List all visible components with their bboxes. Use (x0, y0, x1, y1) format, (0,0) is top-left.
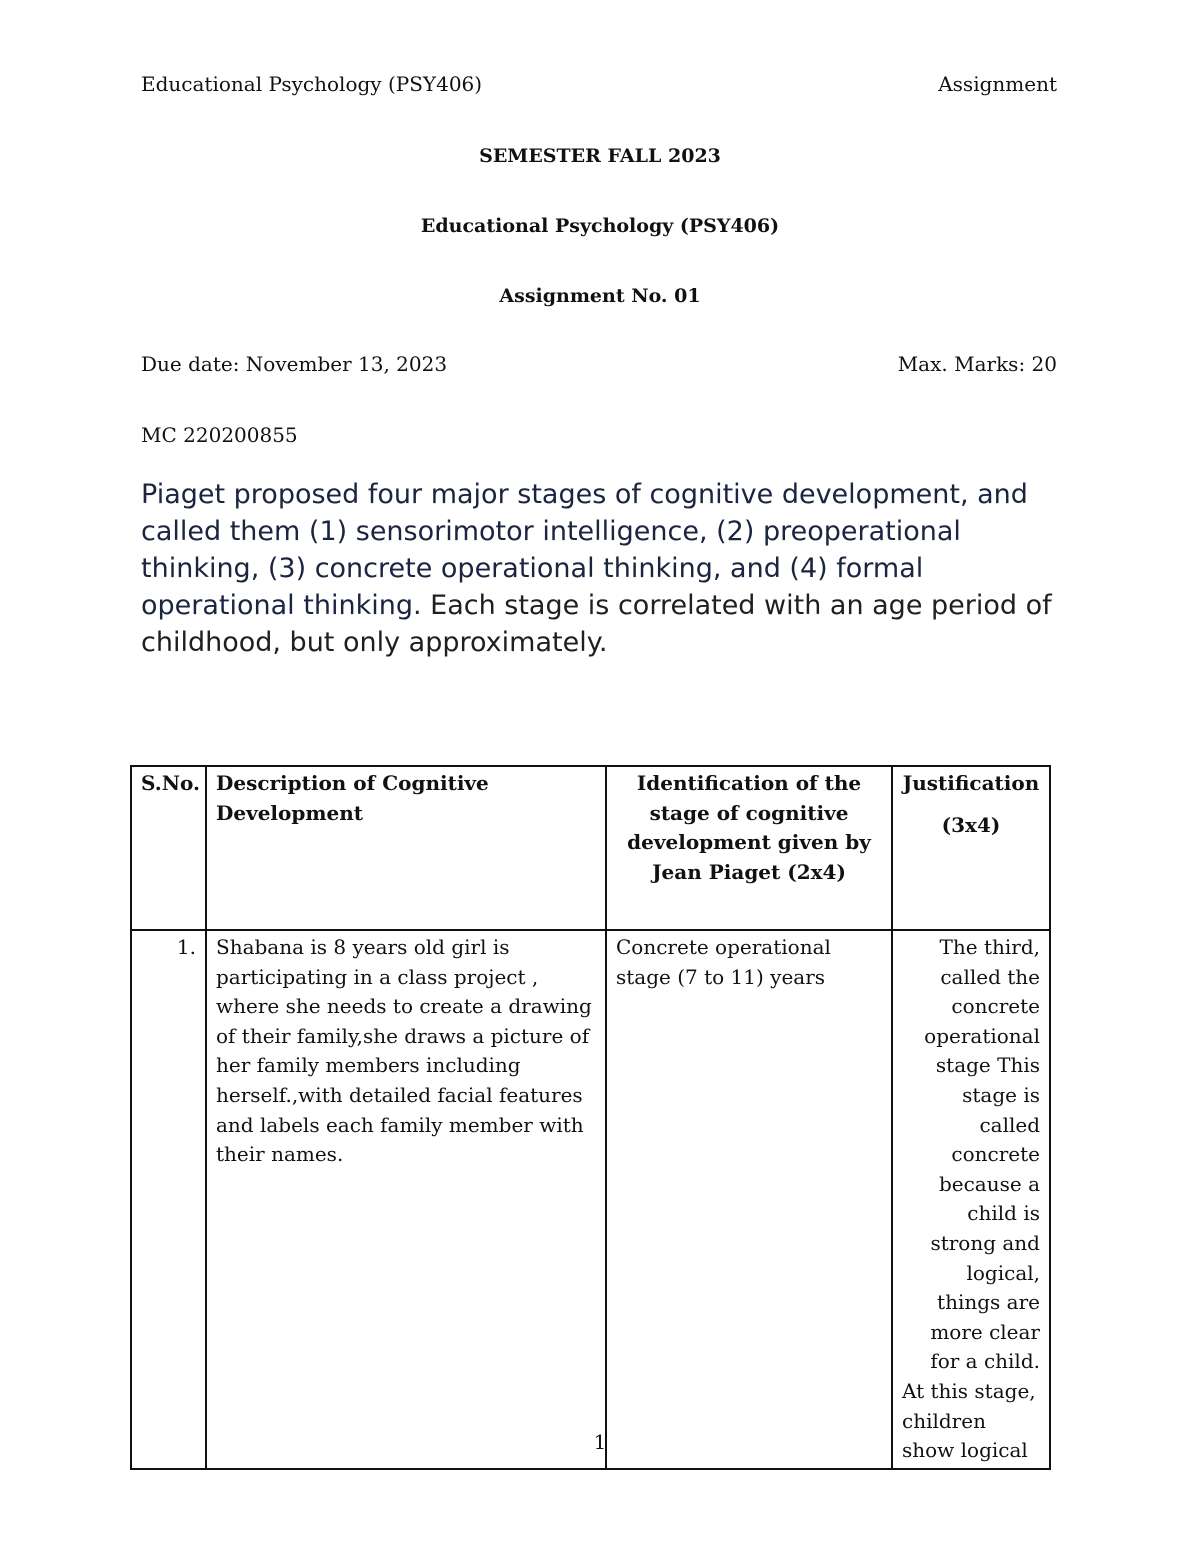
row-description: Shabana is 8 years old girl is participating in a class project , where she needs to create a drawing of their family,she draws a picture of her family members including herself.,with detailed facial features and labels each family member with their names. (206, 930, 606, 1469)
table-row (131, 930, 1050, 1469)
intro-statement-text: Each stage is correlated with an age period of childhood, but only approximately. (141, 590, 1052, 658)
row-justification-main: The third, called the concrete operational stage This stage is called concrete because a child is strong and logical, things are more clear for a child. (924, 935, 1040, 1374)
header-identification: Identification of the stage of cognitive development given by Jean Piaget (2x4) (606, 766, 892, 930)
header-sno: S.No. (131, 766, 206, 930)
intro-question-text: Piaget proposed four major stages of cognitive development, and called them (1) sensorimotor intelligence, (2) preoperational thinking, (3) concrete operational thinking, and (4) formal operational thinking. (141, 479, 1028, 621)
table-header-row (131, 766, 1050, 930)
intro-paragraph (141, 476, 1071, 661)
row-sno: 1. (131, 930, 206, 1469)
max-marks: Max. Marks: 20 (897, 352, 1057, 376)
student-mc-id: MC 220200855 (141, 423, 298, 447)
header-justification-marks: (3x4) (941, 812, 1001, 837)
row-justification-continued: At this stage, children show logical (902, 1378, 1036, 1463)
row-identification: Concrete operational stage (7 to 11) years (606, 930, 892, 1469)
row-justification (892, 930, 1050, 1469)
header-description: Description of Cognitive Development (206, 766, 606, 930)
due-date: Due date: November 13, 2023 (141, 352, 448, 376)
header-justification (892, 766, 1050, 930)
header-course-title: Educational Psychology (PSY406) (141, 72, 483, 96)
page-number: 1 (593, 1430, 607, 1454)
assignment-table (130, 765, 1051, 1470)
header-justification-label: Justification (902, 771, 1040, 795)
semester-heading: SEMESTER FALL 2023 (479, 145, 721, 167)
header-doc-type: Assignment (938, 72, 1057, 96)
assignment-number-heading: Assignment No. 01 (499, 285, 701, 307)
course-heading: Educational Psychology (PSY406) (420, 215, 780, 237)
